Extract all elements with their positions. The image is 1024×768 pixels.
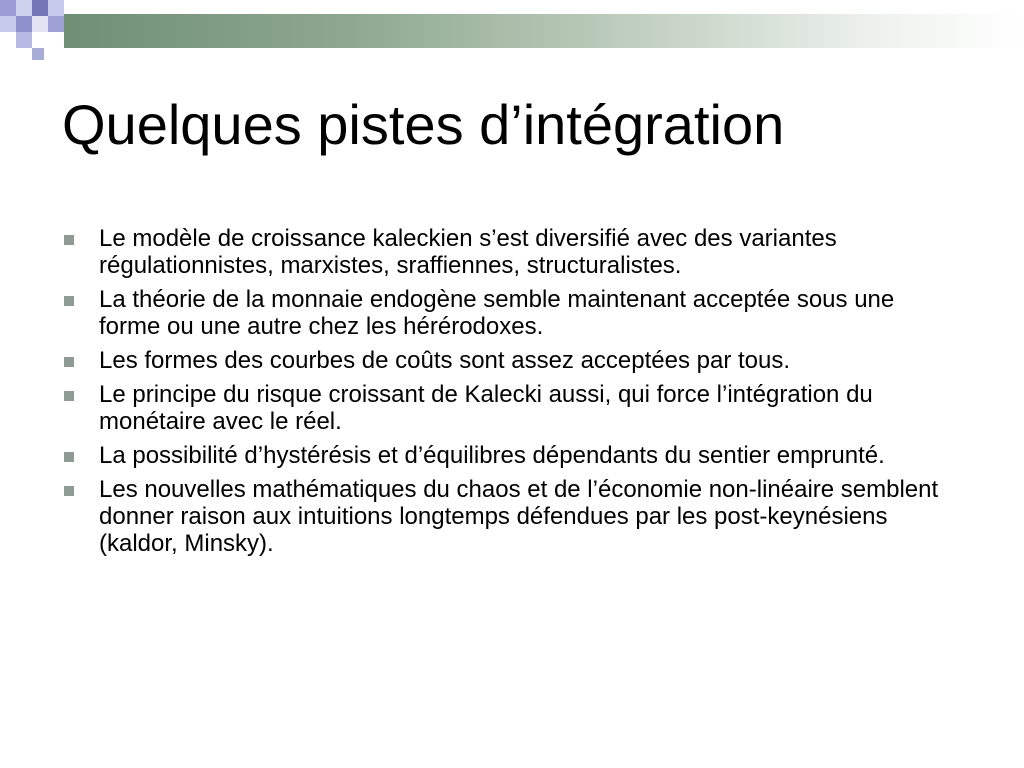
decorative-square <box>16 16 32 32</box>
square-bullet-icon <box>64 391 74 401</box>
header-gradient-bar <box>64 14 1024 48</box>
bullet-text: Les nouvelles mathématiques du chaos et de l’économie non-linéaire semblent donner raison aux intuitions longtemps défendues par les post-keynésiens (kaldor, Minsky). <box>99 476 939 557</box>
bullet-item <box>62 286 962 340</box>
bullet-item <box>62 347 962 374</box>
bullet-text: Le modèle de croissance kaleckien s’est diversifié avec des variantes régulationnistes, marxistes, sraffiennes, structuralistes. <box>99 225 837 279</box>
decorative-square <box>0 0 16 16</box>
bullet-text: La possibilité d’hystérésis et d’équilibres dépendants du sentier emprunté. <box>99 442 885 469</box>
bullet-item <box>62 381 962 435</box>
decorative-square <box>32 16 48 32</box>
bullet-text: La théorie de la monnaie endogène semble maintenant acceptée sous une forme ou une autre chez les hérérodoxes. <box>99 286 895 340</box>
decorative-square <box>32 48 44 60</box>
square-bullet-icon <box>64 235 74 245</box>
bullet-text: Le principe du risque croissant de Kalecki aussi, qui force l’intégration du monétaire avec le réel. <box>99 381 873 435</box>
bullet-list <box>62 225 962 564</box>
square-bullet-icon <box>64 296 74 306</box>
square-bullet-icon <box>64 452 74 462</box>
decorative-square <box>48 16 64 32</box>
slide-title: Quelques pistes d’intégration <box>62 93 785 156</box>
bullet-item <box>62 476 962 557</box>
square-bullet-icon <box>64 486 74 496</box>
decorative-square <box>32 0 48 16</box>
bullet-item <box>62 225 962 279</box>
decorative-square <box>48 0 64 16</box>
bullet-text: Les formes des courbes de coûts sont assez acceptées par tous. <box>99 347 791 374</box>
decorative-square <box>16 32 32 48</box>
bullet-item <box>62 442 962 469</box>
square-bullet-icon <box>64 357 74 367</box>
decorative-square <box>16 0 32 16</box>
decorative-square <box>0 16 16 32</box>
